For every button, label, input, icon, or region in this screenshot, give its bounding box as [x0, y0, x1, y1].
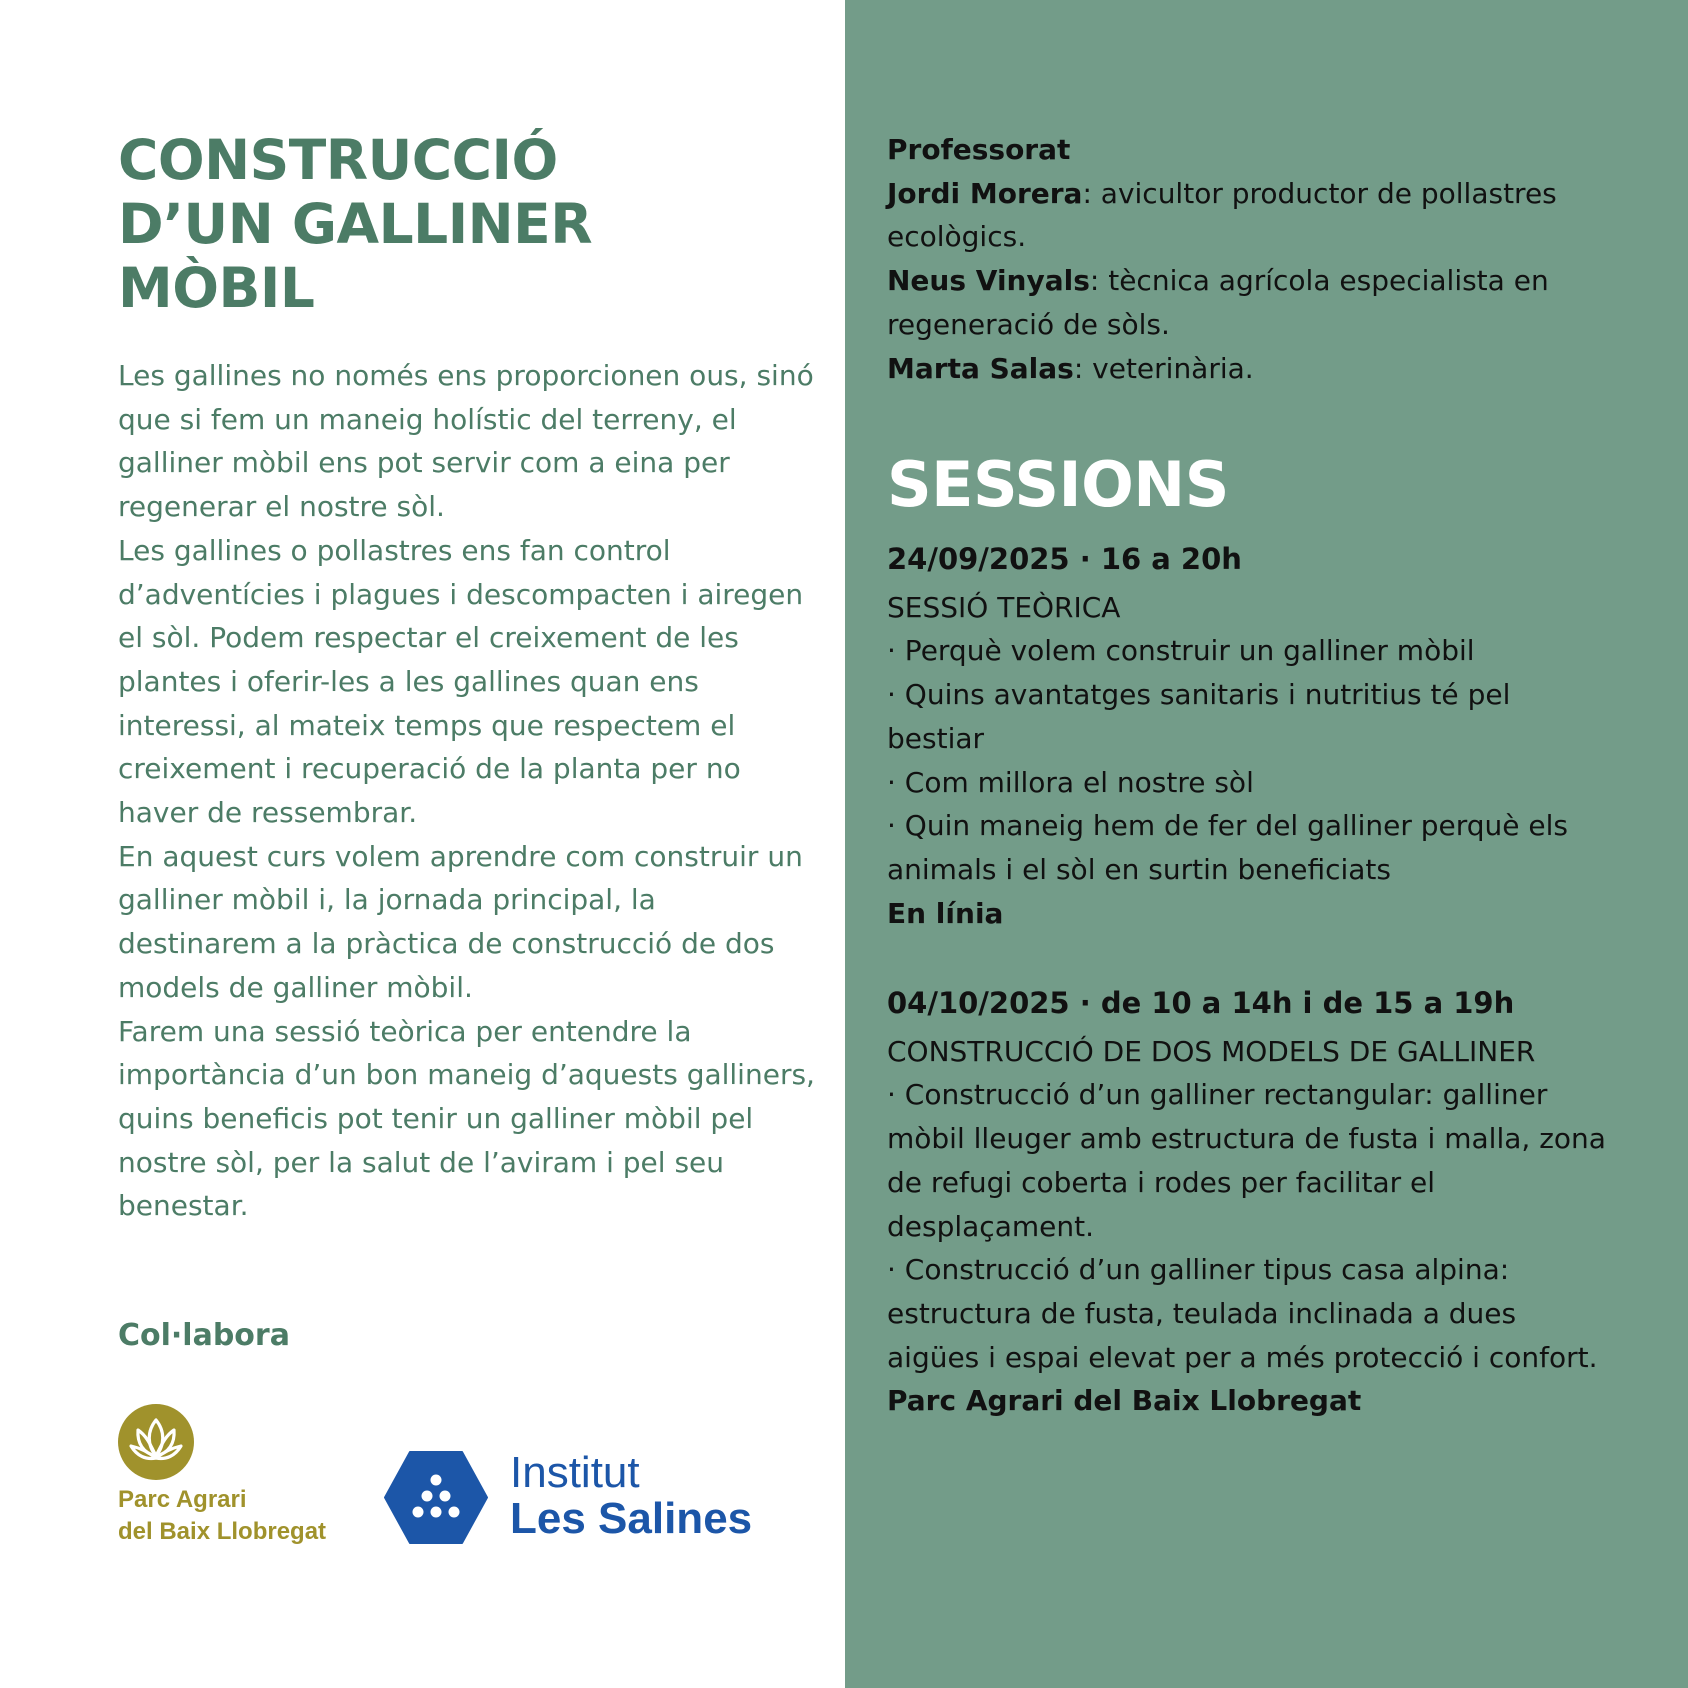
- institut-line-2: Les Salines: [510, 1494, 753, 1543]
- professor-3: [887, 347, 1607, 391]
- institut-les-salines-logo: [384, 1450, 784, 1545]
- parc-agrari-logo: [118, 1404, 378, 1548]
- session-item: · Construcció d’un galliner rectangular: galliner mòbil lleuger amb estructura de fusta i malla, zona de refugi coberta i rodes per facilitar el desplaçament.: [887, 1078, 1606, 1243]
- intro-paragraph-4: Farem una sessió teòrica per entendre la importància d’un bon maneig d’aquests galliners, quins beneficis pot tenir un galliner mòbil pel nostre sòl, per la salut de l’aviram i pel seu benestar.: [118, 1014, 815, 1223]
- professor-2: [887, 259, 1607, 346]
- session-date: 04/10/2025 · de 10 a 14h i de 15 a 19h: [887, 986, 1515, 1020]
- professorat-section: [887, 128, 1607, 390]
- session-item: · Perquè volem construir un galliner mòbil: [887, 634, 1475, 668]
- page-title: [118, 128, 818, 320]
- collab-label: Col·labora: [118, 1318, 290, 1353]
- session-item: · Construcció d’un galliner tipus casa alpina: estructura de fusta, teulada inclinada a dues aigües i espai elevat per a més protecció i confort.: [887, 1253, 1598, 1374]
- session-place: Parc Agrari del Baix Llobregat: [887, 1384, 1362, 1418]
- lotus-icon: [118, 1404, 194, 1480]
- parc-name-line-2: del Baix Llobregat: [118, 1518, 327, 1545]
- session-2: [887, 982, 1607, 1423]
- professor-desc: : tècnica agrícola especialista en regeneració de sòls.: [887, 264, 1549, 341]
- session-item: · Com millora el nostre sòl: [887, 765, 1254, 799]
- professor-desc: : avicultor productor de pollastres ecològics.: [887, 176, 1557, 254]
- session-1: [887, 538, 1607, 935]
- professor-desc: : veterinària.: [1073, 351, 1254, 385]
- intro-paragraph-1: Les gallines no només ens proporcionen ous, sinó que si fem un maneig holístic del terreny, el galliner mòbil ens pot servir com a eina per regenerar el nostre sòl.: [118, 359, 814, 524]
- title-line-1: CONSTRUCCIÓ: [118, 128, 558, 192]
- intro-text: [118, 354, 818, 1228]
- intro-paragraph-3: En aquest curs volem aprendre com construir un galliner mòbil i, la jornada principal, la destinarem a la pràctica de construcció de dos models de galliner mòbil.: [118, 839, 803, 1004]
- professor-name: Marta Salas: [887, 351, 1074, 385]
- sessions-heading: SESSIONS: [887, 448, 1229, 521]
- session-date: 24/09/2025 · 16 a 20h: [887, 542, 1242, 576]
- professor-name: Jordi Morera: [887, 176, 1083, 210]
- institut-line-1: Institut: [510, 1448, 640, 1497]
- session-place: En línia: [887, 896, 1004, 930]
- session-item: · Quins avantatges sanitaris i nutritius té pel bestiar: [887, 678, 1511, 755]
- title-line-2: D’UN GALLINER: [118, 192, 593, 256]
- professor-name: Neus Vinyals: [887, 264, 1090, 298]
- session-title: SESSIÓ TEÒRICA: [887, 590, 1121, 624]
- title-line-3: MÒBIL: [118, 256, 315, 320]
- professorat-heading: Professorat: [887, 133, 1071, 166]
- session-title: CONSTRUCCIÓ DE DOS MODELS DE GALLINER: [887, 1034, 1536, 1068]
- parc-name-line-1: Parc Agrari: [118, 1486, 247, 1513]
- professor-1: [887, 172, 1607, 259]
- intro-paragraph-2: Les gallines o pollastres ens fan control d’adventícies i plagues i descompacten i airegen el sòl. Podem respectar el creixement de les plantes i oferir-les a les gallines quan ens interessi, al mateix temps que respectem el creixement i recuperació de la planta per no haver de ressembrar.: [118, 533, 804, 830]
- hexagon-dots-icon: [384, 1450, 488, 1545]
- session-item: · Quin maneig hem de fer del galliner perquè els animals i el sòl en surtin beneficiats: [887, 809, 1569, 886]
